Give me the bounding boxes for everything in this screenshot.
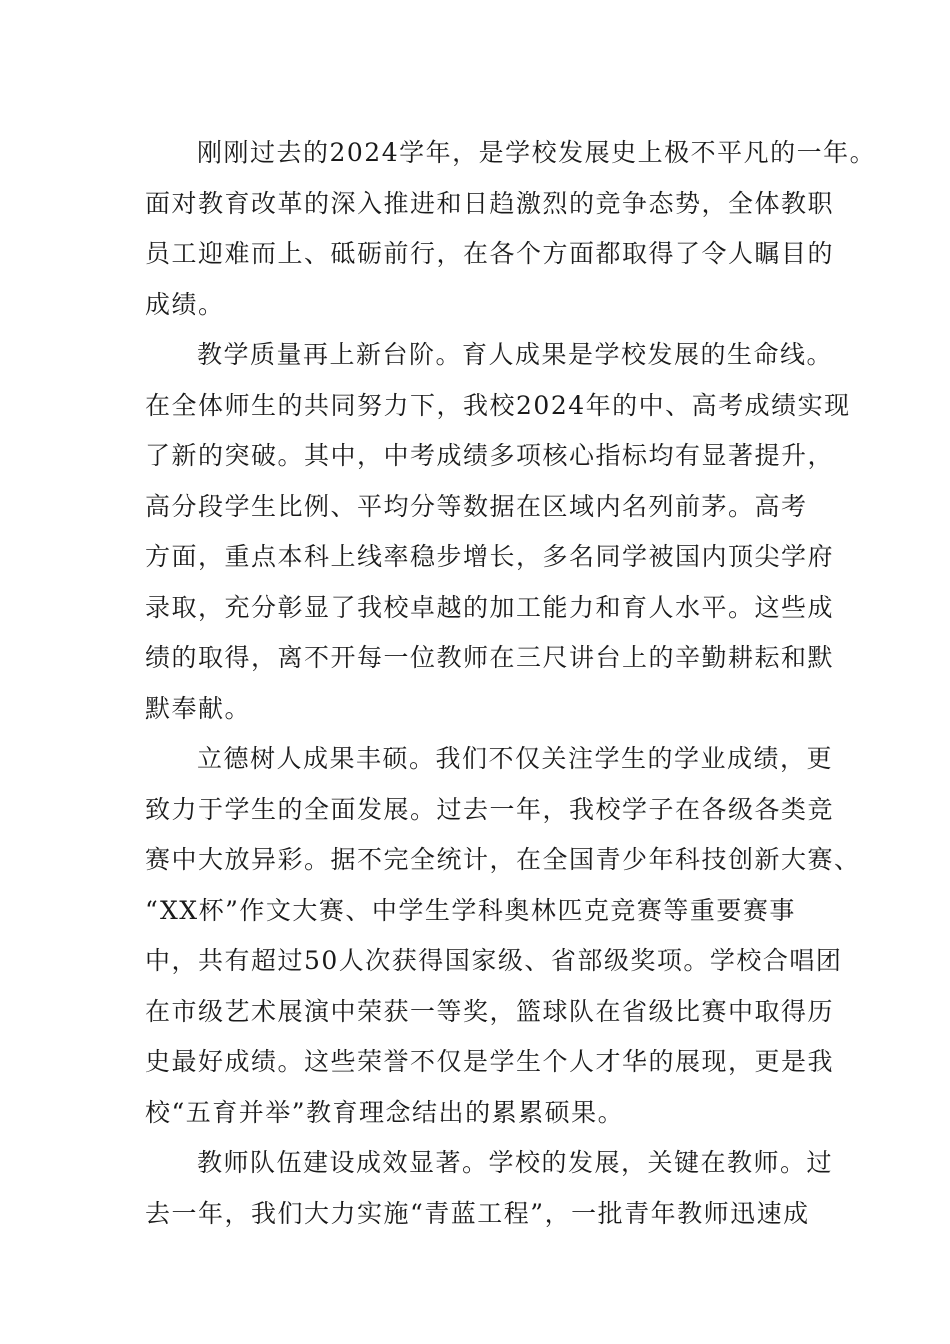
text-line: 教学质量再上新台阶。育人成果是学校发展的生命线。	[197, 340, 834, 369]
text-line: 面对教育改革的深入推进和日趋激烈的竞争态势，全体教职	[145, 188, 835, 218]
text-line: 在全体师生的共同努力下，我校2024年的中、高考成绩实现	[145, 390, 851, 420]
text-line: 史最好成绩。这些荣誉不仅是学生个人才华的展现，更是我	[145, 1047, 835, 1076]
paragraph-intro	[145, 128, 877, 330]
document-body	[145, 128, 877, 1239]
paragraph-moral-education	[145, 734, 861, 1138]
text-line: 方面，重点本科上线率稳步增长，多名同学被国内顶尖学府	[145, 542, 835, 571]
text-line: 教师队伍建设成效显著。学校的发展，关键在教师。过	[197, 1148, 834, 1177]
text-line: 员工迎难而上、砥砺前行，在各个方面都取得了令人瞩目的	[145, 239, 835, 268]
text-line: 绩的取得，离不开每一位教师在三尺讲台上的辛勤耕耘和默	[145, 643, 835, 672]
text-line: 立德树人成果丰硕。我们不仅关注学生的学业成绩，更	[197, 744, 834, 773]
text-line: 去一年，我们大力实施“青蓝工程”，一批青年教师迅速成	[145, 1198, 810, 1228]
paragraph-teaching-quality	[145, 330, 851, 734]
text-line: 默奉献。	[145, 693, 252, 723]
text-line: 中，共有超过50人次获得国家级、省部级奖项。学校合唱团	[145, 946, 843, 975]
text-line: 高分段学生比例、平均分等数据在区域内名列前茅。高考	[145, 491, 808, 521]
paragraph-teacher-team	[145, 1138, 834, 1239]
text-line: 成绩。	[145, 289, 225, 319]
text-line: 校“五育并举”教育理念结出的累累硕果。	[145, 1097, 625, 1127]
text-line: 致力于学生的全面发展。过去一年，我校学子在各级各类竞	[145, 794, 835, 824]
text-line: “XX杯”作文大赛、中学生学科奥林匹克竞赛等重要赛事	[145, 895, 796, 925]
text-line: 赛中大放异彩。据不完全统计，在全国青少年科技创新大赛、	[145, 845, 861, 874]
text-line: 了新的突破。其中，中考成绩多项核心指标均有显著提升，	[145, 441, 835, 470]
text-line: 刚刚过去的2024学年，是学校发展史上极不平凡的一年。	[197, 138, 877, 167]
text-line: 录取，充分彰显了我校卓越的加工能力和育人水平。这些成	[145, 592, 835, 622]
text-line: 在市级艺术展演中荣获一等奖，篮球队在省级比赛中取得历	[145, 996, 835, 1026]
